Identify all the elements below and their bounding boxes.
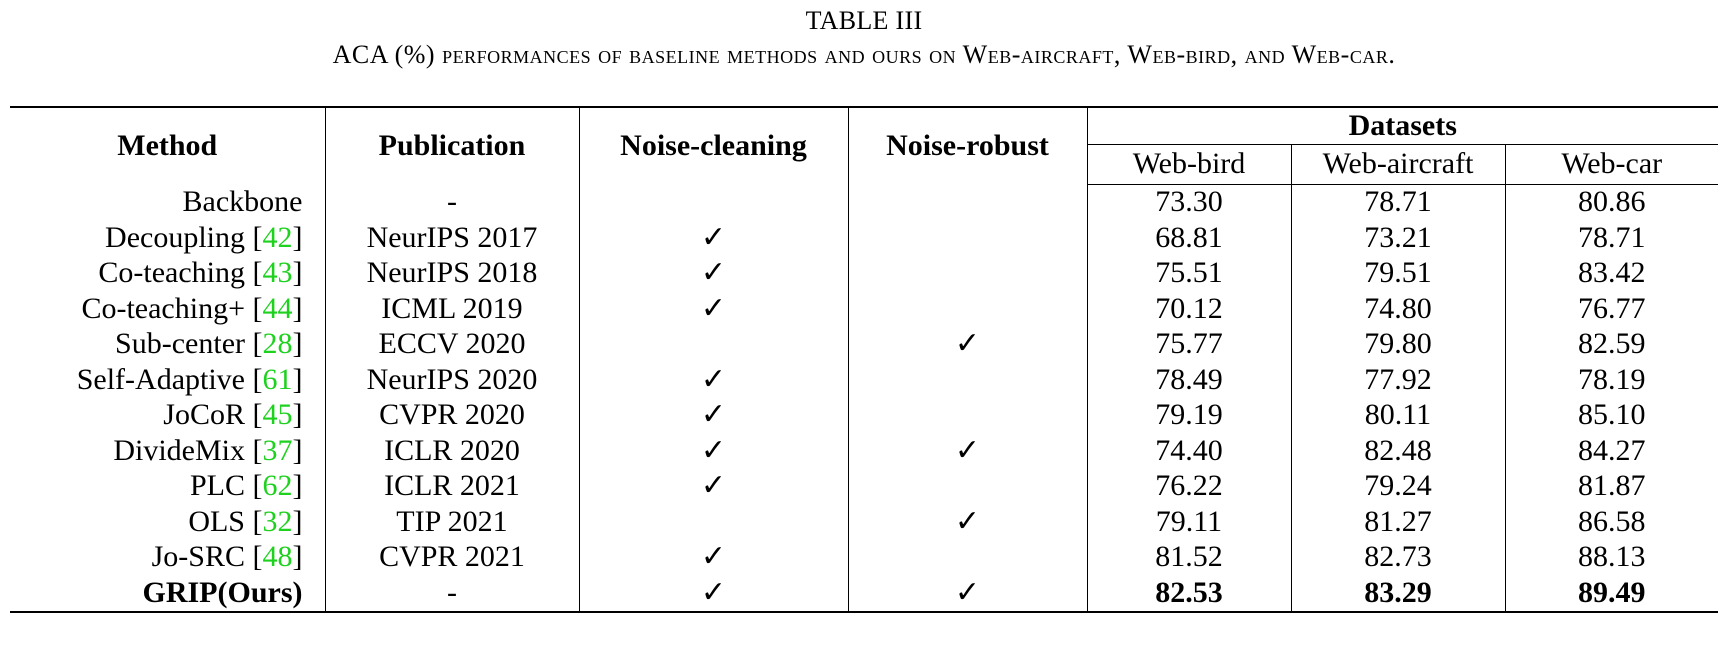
- method-name: Sub-center: [115, 327, 245, 361]
- noise-cleaning-cell: [579, 220, 848, 256]
- method-cell: [10, 575, 325, 612]
- table-row: [10, 433, 1718, 469]
- web-bird-value: 75.51: [1087, 256, 1291, 292]
- method-cell: [10, 184, 325, 220]
- header-publication: Publication: [325, 107, 579, 184]
- checkmark-icon: ✓: [700, 255, 727, 291]
- web-bird-value: 81.52: [1087, 540, 1291, 576]
- checkmark-icon: ✓: [700, 219, 727, 255]
- noise-cleaning-cell: [579, 291, 848, 327]
- method-name: Jo-SRC: [151, 540, 245, 574]
- web-bird-value: 79.19: [1087, 398, 1291, 434]
- noise-robust-cell: [848, 184, 1087, 220]
- method-cell: PLC [62]: [10, 469, 325, 505]
- method-cell: JoCoR [45]: [10, 398, 325, 434]
- web-bird-value: 78.49: [1087, 362, 1291, 398]
- header-noise-cleaning: Noise-cleaning: [579, 107, 848, 184]
- method-name: GRIP(Ours): [142, 575, 303, 609]
- citation-link[interactable]: 42: [262, 220, 293, 254]
- citation-link[interactable]: 37: [262, 433, 293, 467]
- citation-link[interactable]: 43: [262, 256, 293, 290]
- noise-robust-cell: [848, 362, 1087, 398]
- noise-cleaning-cell: [579, 184, 848, 220]
- citation-link[interactable]: 44: [262, 291, 293, 325]
- checkmark-icon: ✓: [954, 503, 981, 539]
- header-datasets: Datasets: [1087, 107, 1718, 145]
- noise-cleaning-cell: [579, 504, 848, 540]
- citation-link[interactable]: 48: [262, 540, 293, 574]
- checkmark-icon: ✓: [700, 361, 727, 397]
- web-aircraft-value: 79.24: [1291, 469, 1505, 505]
- noise-cleaning-cell: [579, 433, 848, 469]
- table-row: [10, 291, 1718, 327]
- method-cell: Self-Adaptive [61]: [10, 362, 325, 398]
- publication-cell: ICML 2019: [325, 291, 579, 327]
- method-name: Self-Adaptive: [76, 362, 245, 396]
- web-aircraft-value: 82.73: [1291, 540, 1505, 576]
- web-bird-value: 82.53: [1087, 575, 1291, 612]
- noise-robust-cell: [848, 469, 1087, 505]
- noise-robust-cell: [848, 398, 1087, 434]
- method-cell: Co-teaching [43]: [10, 256, 325, 292]
- citation-link[interactable]: 61: [262, 362, 293, 396]
- checkmark-icon: ✓: [954, 326, 981, 362]
- web-aircraft-value: 78.71: [1291, 184, 1505, 220]
- web-car-value: 86.58: [1578, 504, 1646, 538]
- method-name: Decoupling: [105, 220, 245, 254]
- publication-cell: NeurIPS 2017: [325, 220, 579, 256]
- method-cell: Sub-center [28]: [10, 327, 325, 363]
- web-car-value: 84.27: [1578, 433, 1646, 467]
- table-row: [10, 540, 1718, 576]
- noise-robust-cell: [848, 291, 1087, 327]
- noise-robust-cell: [848, 220, 1087, 256]
- citation-link[interactable]: 32: [262, 504, 293, 538]
- method-cell: OLS [32]: [10, 504, 325, 540]
- checkmark-icon: ✓: [700, 397, 727, 433]
- table-row: [10, 220, 1718, 256]
- method-cell: DivideMix [37]: [10, 433, 325, 469]
- noise-robust-cell: [848, 433, 1087, 469]
- method-name: Backbone: [182, 185, 303, 218]
- citation-link[interactable]: 45: [262, 398, 293, 432]
- method-name: OLS: [188, 504, 245, 538]
- noise-robust-cell: [848, 540, 1087, 576]
- table-row: [10, 504, 1718, 540]
- publication-cell: ECCV 2020: [325, 327, 579, 363]
- method-cell: Jo-SRC [48]: [10, 540, 325, 576]
- noise-cleaning-cell: [579, 575, 848, 612]
- checkmark-icon: ✓: [954, 574, 981, 610]
- noise-cleaning-cell: [579, 469, 848, 505]
- header-web-bird: Web-bird: [1087, 145, 1291, 184]
- web-car-value: 89.49: [1505, 575, 1718, 612]
- web-car-value: 76.77: [1578, 291, 1646, 325]
- web-aircraft-value: 79.80: [1291, 327, 1505, 363]
- table-row: [10, 362, 1718, 398]
- method-name: DivideMix: [113, 433, 245, 467]
- web-bird-value: 70.12: [1087, 291, 1291, 327]
- checkmark-icon: ✓: [700, 468, 727, 504]
- web-bird-value: 79.11: [1087, 504, 1291, 540]
- table-body: [10, 184, 1718, 612]
- noise-robust-cell: [848, 575, 1087, 612]
- web-car-value: 81.87: [1578, 469, 1646, 503]
- checkmark-icon: ✓: [700, 432, 727, 468]
- web-bird-value: 68.81: [1087, 220, 1291, 256]
- table-row: [10, 256, 1718, 292]
- method-name: JoCoR: [163, 398, 245, 432]
- publication-cell: -: [325, 575, 579, 612]
- noise-robust-cell: [848, 504, 1087, 540]
- results-table: [10, 106, 1718, 613]
- method-name: Co-teaching: [98, 256, 245, 290]
- publication-cell: TIP 2021: [325, 504, 579, 540]
- web-bird-value: 74.40: [1087, 433, 1291, 469]
- web-aircraft-value: 80.11: [1291, 398, 1505, 434]
- web-bird-value: 73.30: [1087, 184, 1291, 220]
- publication-cell: ICLR 2020: [325, 433, 579, 469]
- method-name: Co-teaching+: [81, 291, 245, 325]
- publication-cell: NeurIPS 2018: [325, 256, 579, 292]
- table-row: [10, 184, 1718, 220]
- web-aircraft-value: 82.48: [1291, 433, 1505, 469]
- checkmark-icon: ✓: [700, 574, 727, 610]
- method-name: PLC: [189, 469, 245, 503]
- noise-cleaning-cell: [579, 540, 848, 576]
- header-web-car: Web-car: [1505, 145, 1718, 184]
- noise-cleaning-cell: [579, 256, 848, 292]
- publication-cell: CVPR 2020: [325, 398, 579, 434]
- noise-robust-cell: [848, 327, 1087, 363]
- table-label: TABLE III: [805, 6, 923, 35]
- web-car-value: 78.71: [1578, 220, 1646, 254]
- checkmark-icon: ✓: [700, 290, 727, 326]
- publication-cell: -: [325, 184, 579, 220]
- web-aircraft-value: 74.80: [1291, 291, 1505, 327]
- table-row: [10, 398, 1718, 434]
- header-noise-robust: Noise-robust: [848, 107, 1087, 184]
- web-car-value: 83.42: [1578, 256, 1646, 290]
- web-bird-value: 75.77: [1087, 327, 1291, 363]
- method-cell: Co-teaching+ [44]: [10, 291, 325, 327]
- web-bird-value: 76.22: [1087, 469, 1291, 505]
- publication-cell: NeurIPS 2020: [325, 362, 579, 398]
- web-aircraft-value: 77.92: [1291, 362, 1505, 398]
- table-row: [10, 469, 1718, 505]
- header-method: Method: [10, 107, 325, 184]
- checkmark-icon: ✓: [700, 539, 727, 575]
- web-aircraft-value: 79.51: [1291, 256, 1505, 292]
- web-car-value: 80.86: [1578, 185, 1646, 219]
- table-row: [10, 327, 1718, 363]
- citation-link[interactable]: 28: [262, 327, 293, 361]
- noise-cleaning-cell: [579, 362, 848, 398]
- web-car-value: 85.10: [1578, 398, 1646, 432]
- web-aircraft-value: 83.29: [1291, 575, 1505, 612]
- table-row: [10, 575, 1718, 612]
- web-aircraft-value: 73.21: [1291, 220, 1505, 256]
- table-caption: ACA (%) performances of baseline methods and ours on Web-aircraft, Web-bird, and Web-car.: [332, 40, 1396, 69]
- noise-robust-cell: [848, 256, 1087, 292]
- method-cell: Decoupling [42]: [10, 220, 325, 256]
- noise-cleaning-cell: [579, 327, 848, 363]
- publication-cell: ICLR 2021: [325, 469, 579, 505]
- web-car-value: 82.59: [1578, 327, 1646, 361]
- publication-cell: CVPR 2021: [325, 540, 579, 576]
- web-car-value: 78.19: [1578, 362, 1646, 396]
- web-aircraft-value: 81.27: [1291, 504, 1505, 540]
- web-car-value: 88.13: [1578, 540, 1646, 574]
- header-web-aircraft: Web-aircraft: [1291, 145, 1505, 184]
- citation-link[interactable]: 62: [262, 469, 293, 503]
- checkmark-icon: ✓: [954, 432, 981, 468]
- noise-cleaning-cell: [579, 398, 848, 434]
